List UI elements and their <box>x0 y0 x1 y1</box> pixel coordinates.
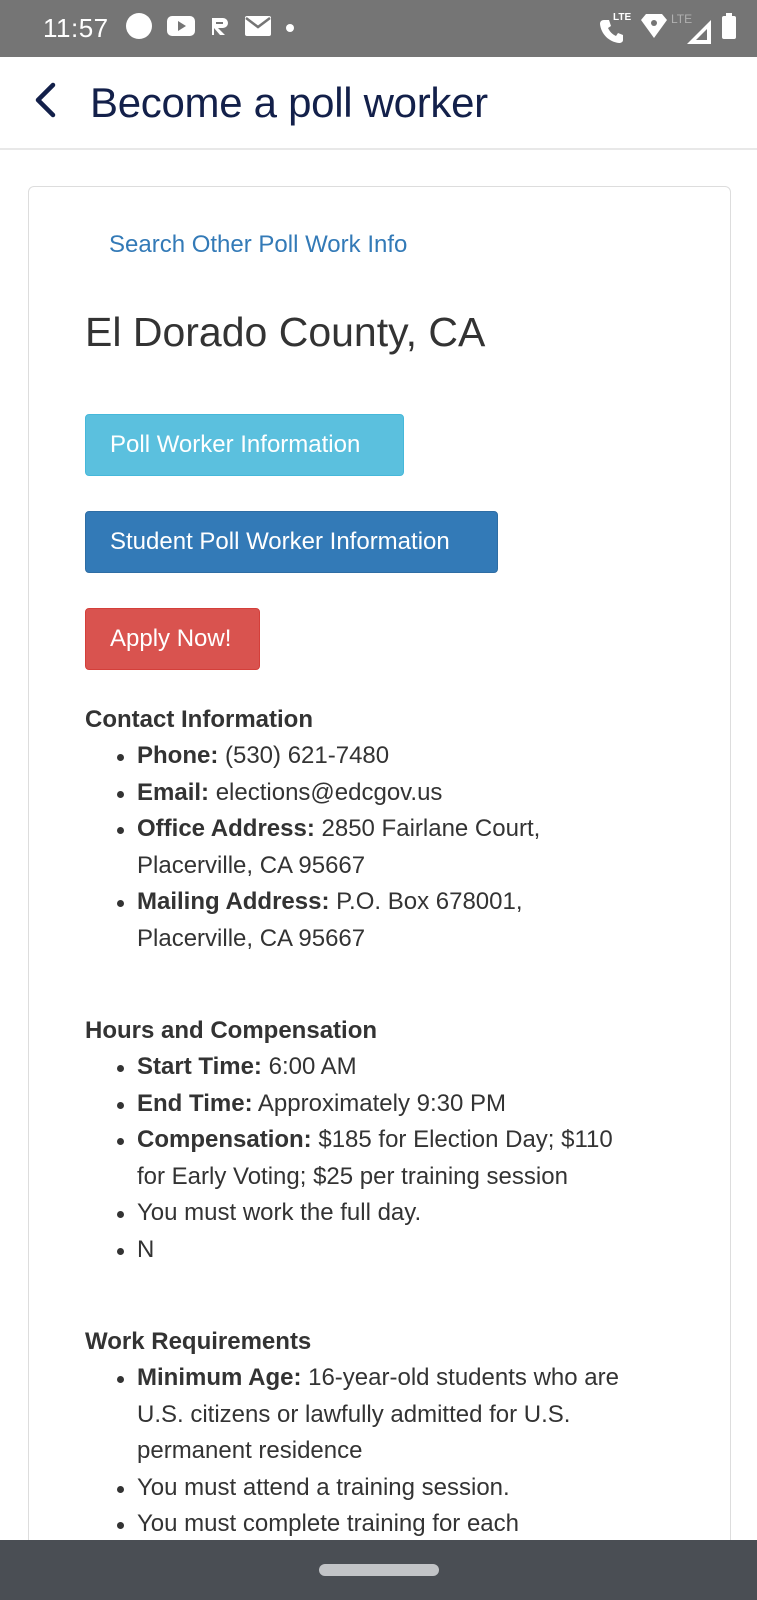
navigation-bar <box>0 1540 757 1600</box>
mailing-address-label: Mailing Address: <box>137 888 330 915</box>
circle-icon <box>125 12 153 45</box>
county-title: El Dorado County, CA <box>85 309 486 355</box>
requirements-section <box>85 1324 705 1540</box>
end-time-label: End Time: <box>137 1089 253 1117</box>
office-address-label: Office Address: <box>137 815 315 842</box>
student-poll-worker-information-button[interactable]: Student Poll Worker Information <box>85 511 498 573</box>
notification-icons <box>125 12 295 45</box>
dot-icon <box>285 20 295 38</box>
minimum-age-label: Minimum Age: <box>137 1364 302 1391</box>
contact-section <box>85 702 705 957</box>
list-item <box>137 1360 705 1470</box>
compensation-line-2: for Early Voting; $25 per training session <box>137 1162 568 1190</box>
poll-worker-information-button[interactable]: Poll Worker Information <box>85 414 404 476</box>
list-item <box>137 1086 705 1123</box>
search-other-poll-work-link[interactable]: Search Other Poll Work Info <box>109 231 408 258</box>
phone-label: Phone: <box>137 742 219 769</box>
list-item: You must complete training for each <box>137 1506 705 1540</box>
page-title: Become a poll worker <box>90 78 488 126</box>
status-time: 11:57 <box>43 13 109 43</box>
start-time-label: Start Time: <box>137 1053 262 1080</box>
home-gesture-handle[interactable] <box>319 1564 439 1576</box>
lte-label: LTE <box>671 11 693 26</box>
youtube-icon <box>167 15 195 42</box>
list-item: You must work the full day. <box>137 1195 705 1232</box>
app-bar <box>0 57 757 150</box>
email-value: elections@edcgov.us <box>209 778 443 806</box>
list-item: You must attend a training session. <box>137 1470 705 1507</box>
list-item: N <box>137 1232 705 1269</box>
lte-label: LTE <box>613 11 632 23</box>
contact-list <box>85 738 705 957</box>
mailing-address-line-1: P.O. Box 678001, <box>329 888 523 915</box>
minimum-age-line-2: U.S. citizens or lawfully admitted for U.S. <box>137 1400 571 1428</box>
hotspot-icon <box>641 14 667 43</box>
list-item <box>137 775 705 812</box>
chevron-left-icon <box>33 82 57 123</box>
list-item <box>137 1122 705 1195</box>
list-item <box>137 811 705 884</box>
list-item <box>137 1049 705 1086</box>
requirements-list <box>85 1360 705 1540</box>
contact-heading: Contact Information <box>85 706 313 733</box>
status-bar <box>0 0 757 57</box>
main-content[interactable] <box>0 150 757 1540</box>
minimum-age-line-3: permanent residence <box>137 1437 363 1464</box>
end-time-value: Approximately 9:30 PM <box>252 1089 507 1117</box>
signal-icon <box>671 11 711 44</box>
office-address-line-2: Placerville, CA 95667 <box>137 851 366 879</box>
system-icons <box>599 13 737 44</box>
mail-icon <box>245 16 271 41</box>
list-item <box>137 738 705 775</box>
hours-section <box>85 1013 705 1268</box>
minimum-age-line-1: 16-year-old students who are <box>301 1364 619 1391</box>
apply-now-button[interactable]: Apply Now! <box>85 608 260 670</box>
start-time-value: 6:00 AM <box>261 1053 357 1080</box>
mailing-address-line-2: Placerville, CA 95667 <box>137 924 366 952</box>
hours-list <box>85 1049 705 1268</box>
battery-icon <box>721 13 737 44</box>
compensation-label: Compensation: <box>137 1126 312 1153</box>
requirements-heading: Work Requirements <box>85 1328 312 1355</box>
wifi-call-icon <box>599 11 632 44</box>
r-app-icon <box>209 15 231 42</box>
back-button[interactable] <box>0 56 90 149</box>
email-label: Email: <box>137 778 210 806</box>
hours-heading: Hours and Compensation <box>85 1017 378 1044</box>
list-item <box>137 884 705 957</box>
office-address-line-1: 2850 Fairlane Court, <box>314 815 541 842</box>
phone-value: (530) 621-7480 <box>218 742 390 769</box>
county-card <box>28 186 731 1540</box>
compensation-line-1: $185 for Election Day; $110 <box>311 1126 613 1153</box>
